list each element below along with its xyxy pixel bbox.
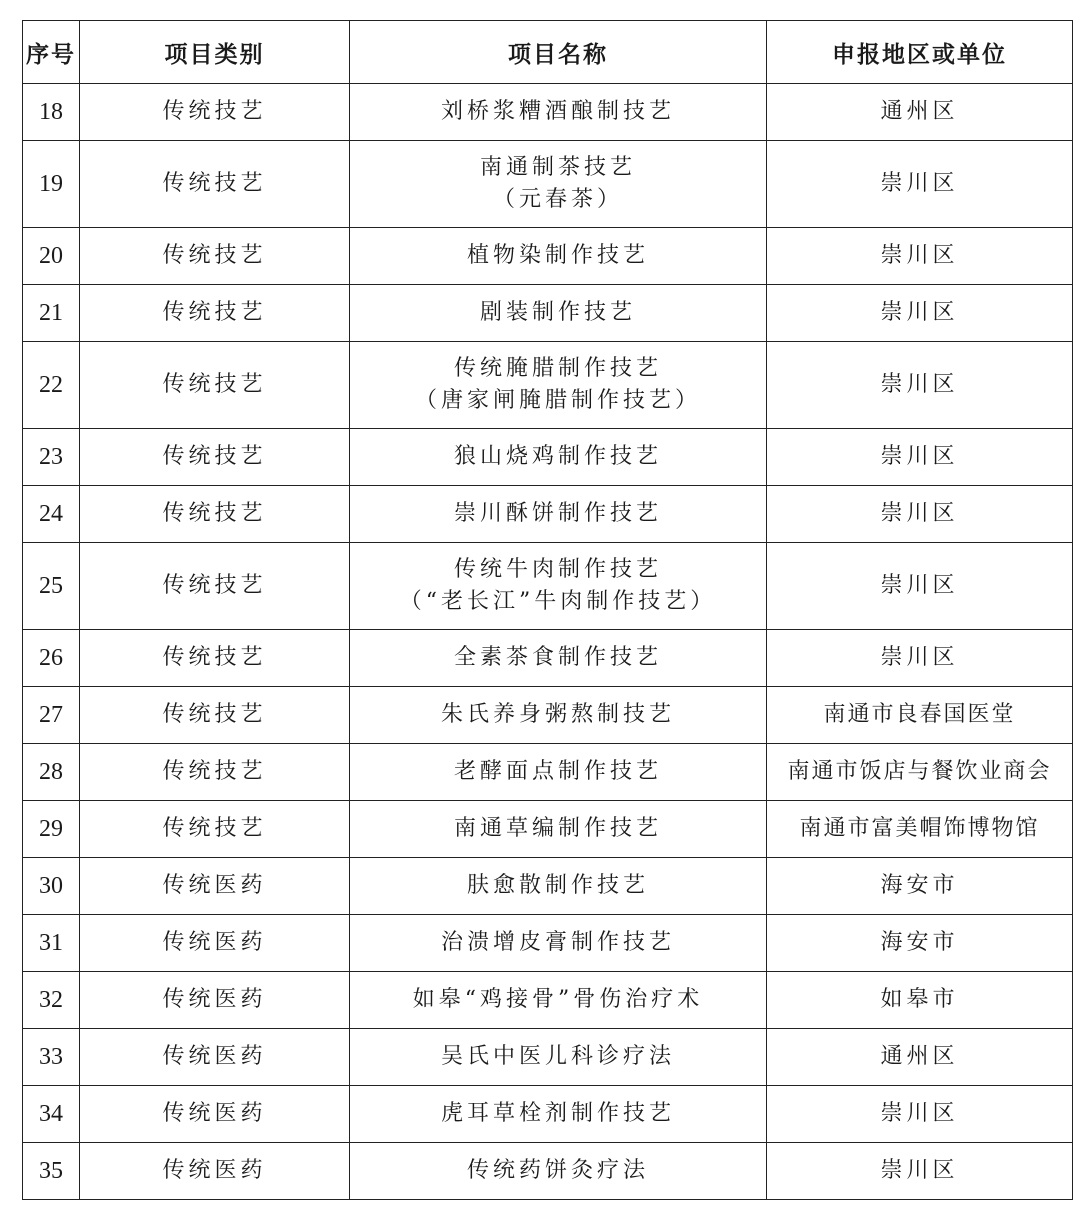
cell-category: 传统技艺	[80, 630, 350, 687]
cell-project-name	[350, 858, 767, 915]
project-name-line: 老酵面点制作技艺	[453, 759, 662, 784]
cell-seq: 26	[23, 630, 80, 687]
cell-region: 南通市富美帽饰博物馆	[767, 801, 1073, 858]
project-name-line: （“老长江”牛肉制作技艺）	[399, 589, 717, 614]
cell-seq: 23	[23, 429, 80, 486]
cell-category: 传统技艺	[80, 744, 350, 801]
cell-seq: 30	[23, 858, 80, 915]
cell-region: 如皋市	[767, 972, 1073, 1029]
table-row	[23, 543, 1073, 630]
cell-seq: 28	[23, 744, 80, 801]
cell-category: 传统医药	[80, 1029, 350, 1086]
cell-region: 崇川区	[767, 228, 1073, 285]
cell-category: 传统技艺	[80, 687, 350, 744]
cell-category: 传统技艺	[80, 228, 350, 285]
cell-project-name	[350, 543, 767, 630]
cell-project-name	[350, 486, 767, 543]
cell-region: 通州区	[767, 84, 1073, 141]
table-row	[23, 858, 1073, 915]
table-row	[23, 84, 1073, 141]
cell-category: 传统医药	[80, 858, 350, 915]
cell-seq: 33	[23, 1029, 80, 1086]
cell-seq: 32	[23, 972, 80, 1029]
cell-region: 崇川区	[767, 630, 1073, 687]
project-name-line: 狼山烧鸡制作技艺	[453, 444, 662, 469]
cell-project-name	[350, 1029, 767, 1086]
cell-project-name	[350, 915, 767, 972]
cell-region: 海安市	[767, 858, 1073, 915]
table-row	[23, 687, 1073, 744]
cell-category: 传统医药	[80, 915, 350, 972]
cell-project-name	[350, 141, 767, 228]
project-name-line: 剧装制作技艺	[479, 300, 636, 325]
cell-project-name	[350, 801, 767, 858]
cell-seq: 19	[23, 141, 80, 228]
cell-category: 传统技艺	[80, 429, 350, 486]
header-region: 申报地区或单位	[767, 21, 1073, 84]
project-name-line: 南通制茶技艺	[479, 155, 636, 180]
cell-project-name	[350, 1086, 767, 1143]
cell-project-name	[350, 228, 767, 285]
cell-region: 海安市	[767, 915, 1073, 972]
cell-region: 崇川区	[767, 1143, 1073, 1200]
table-row	[23, 744, 1073, 801]
cell-category: 传统技艺	[80, 342, 350, 429]
cell-seq: 34	[23, 1086, 80, 1143]
cell-project-name	[350, 630, 767, 687]
cell-project-name	[350, 744, 767, 801]
cell-category: 传统医药	[80, 972, 350, 1029]
cell-project-name	[350, 687, 767, 744]
cell-category: 传统技艺	[80, 801, 350, 858]
table-row	[23, 429, 1073, 486]
cell-category: 传统医药	[80, 1143, 350, 1200]
cell-region: 崇川区	[767, 543, 1073, 630]
cell-region: 通州区	[767, 1029, 1073, 1086]
header-category: 项目类别	[80, 21, 350, 84]
heritage-project-table	[22, 20, 1073, 1200]
cell-region: 南通市饭店与餐饮业商会	[767, 744, 1073, 801]
table-row	[23, 228, 1073, 285]
table-row	[23, 141, 1073, 228]
project-name-line: 肤愈散制作技艺	[466, 873, 649, 898]
cell-category: 传统技艺	[80, 141, 350, 228]
cell-project-name	[350, 429, 767, 486]
project-name-line: 全素茶食制作技艺	[453, 645, 662, 670]
cell-region: 南通市良春国医堂	[767, 687, 1073, 744]
table-row	[23, 285, 1073, 342]
table-row	[23, 972, 1073, 1029]
cell-category: 传统技艺	[80, 84, 350, 141]
table-row	[23, 1143, 1073, 1200]
project-name-line: 传统腌腊制作技艺	[453, 356, 662, 381]
project-name-line: 传统药饼灸疗法	[466, 1158, 649, 1183]
cell-project-name	[350, 1143, 767, 1200]
cell-category: 传统技艺	[80, 486, 350, 543]
project-name-line: 朱氏养身粥熬制技艺	[440, 702, 675, 727]
header-seq: 序号	[23, 21, 80, 84]
table-row	[23, 342, 1073, 429]
cell-category: 传统医药	[80, 1086, 350, 1143]
cell-seq: 21	[23, 285, 80, 342]
project-name-line: （元春茶）	[492, 187, 623, 212]
cell-project-name	[350, 972, 767, 1029]
cell-region: 崇川区	[767, 486, 1073, 543]
cell-region: 崇川区	[767, 141, 1073, 228]
project-name-line: 吴氏中医儿科诊疗法	[440, 1044, 675, 1069]
cell-project-name	[350, 285, 767, 342]
table-body	[23, 84, 1073, 1200]
cell-category: 传统技艺	[80, 285, 350, 342]
project-name-line: 南通草编制作技艺	[453, 816, 662, 841]
cell-seq: 29	[23, 801, 80, 858]
table-row	[23, 1086, 1073, 1143]
cell-region: 崇川区	[767, 1086, 1073, 1143]
cell-seq: 31	[23, 915, 80, 972]
cell-seq: 22	[23, 342, 80, 429]
table-row	[23, 630, 1073, 687]
cell-seq: 18	[23, 84, 80, 141]
table-row	[23, 486, 1073, 543]
cell-category: 传统技艺	[80, 543, 350, 630]
project-name-line: 虎耳草栓剂制作技艺	[440, 1101, 675, 1126]
cell-seq: 25	[23, 543, 80, 630]
cell-seq: 27	[23, 687, 80, 744]
cell-project-name	[350, 84, 767, 141]
cell-region: 崇川区	[767, 285, 1073, 342]
cell-project-name	[350, 342, 767, 429]
project-name-line: 治溃增皮膏制作技艺	[440, 930, 675, 955]
cell-region: 崇川区	[767, 342, 1073, 429]
cell-seq: 20	[23, 228, 80, 285]
project-name-line: 如皋“鸡接骨”骨伤治疗术	[412, 987, 704, 1012]
project-name-line: （唐家闸腌腊制作技艺）	[414, 388, 701, 413]
table-row	[23, 801, 1073, 858]
table-row	[23, 1029, 1073, 1086]
header-name: 项目名称	[350, 21, 767, 84]
cell-seq: 24	[23, 486, 80, 543]
project-name-line: 刘桥浆糟酒酿制技艺	[440, 99, 675, 124]
project-name-line: 植物染制作技艺	[466, 243, 649, 268]
cell-region: 崇川区	[767, 429, 1073, 486]
table-header-row	[23, 21, 1073, 84]
project-name-line: 传统牛肉制作技艺	[453, 557, 662, 582]
cell-seq: 35	[23, 1143, 80, 1200]
project-name-line: 崇川酥饼制作技艺	[453, 501, 662, 526]
table-row	[23, 915, 1073, 972]
